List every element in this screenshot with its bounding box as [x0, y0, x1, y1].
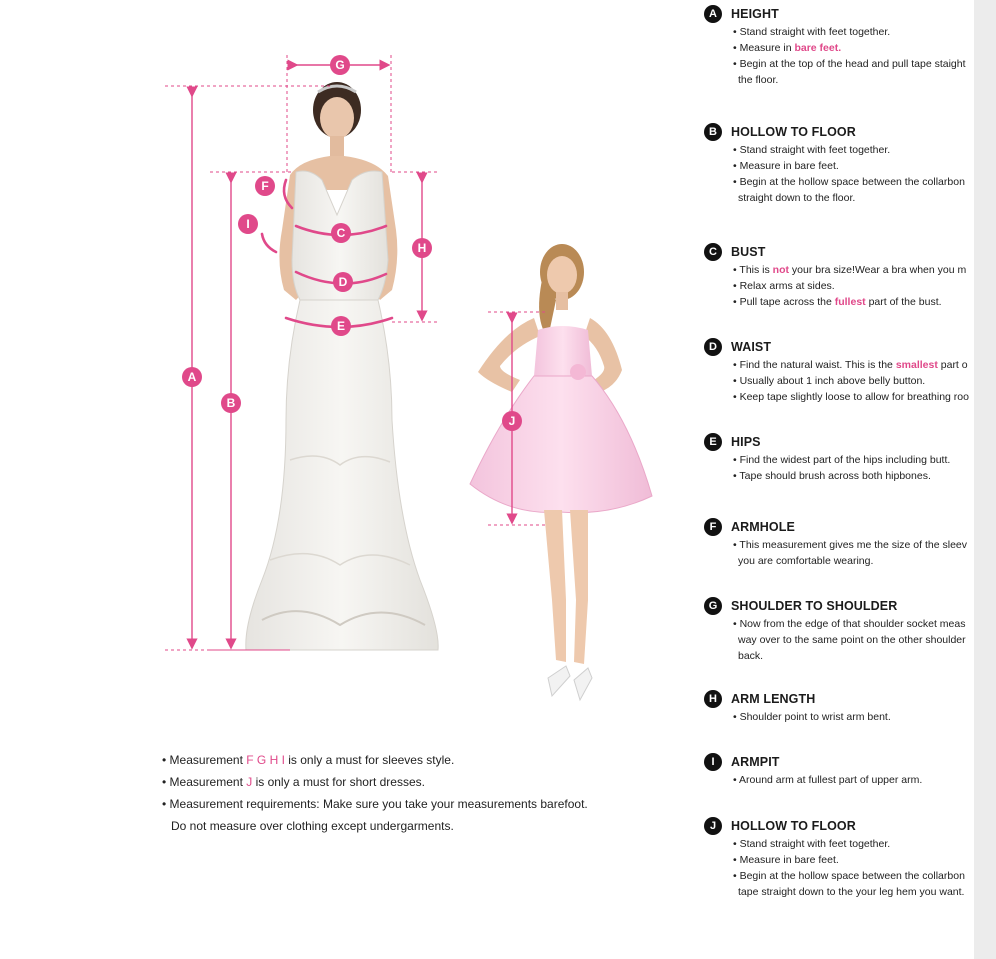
guide-text: you are comfortable wearing. [738, 555, 874, 567]
guide-item-lines [733, 616, 974, 664]
guide-item-lines [733, 709, 974, 725]
guide-line: • Shoulder point to wrist arm bent. [733, 711, 891, 723]
letter-badge: F [704, 518, 722, 536]
letter-badge: B [704, 123, 722, 141]
marker-h [412, 238, 432, 258]
highlighted-text: fullest [834, 296, 866, 308]
guide-text: This measurement gives me the size of the sleev [739, 539, 968, 551]
guide-text: Find the natural waist. This is the [739, 359, 896, 371]
guide-item-header [704, 4, 974, 24]
guide-item-title: HIPS [731, 435, 761, 449]
guide-item-header [704, 517, 974, 537]
marker-f [255, 176, 275, 196]
guide-text: Usually about 1 inch above belly button. [739, 375, 926, 387]
highlighted-text: not [772, 264, 789, 276]
marker-d [333, 272, 353, 292]
svg-text:J: J [508, 414, 516, 428]
guide-text: part o [937, 359, 968, 371]
guide-text: the floor. [738, 74, 779, 86]
letter-badge: C [704, 243, 722, 261]
guide-item-b [704, 122, 974, 206]
guide-line: • Measure in bare feet. [733, 42, 842, 54]
guide-line: • Tape should brush across both hipbones. [733, 470, 931, 482]
guide-item-i [704, 752, 974, 788]
guide-line: • Relax arms at sides. [733, 280, 835, 292]
guide-line: • Stand straight with feet together. [733, 26, 891, 38]
guide-text: Around arm at fullest part of upper arm. [739, 774, 923, 786]
guide-text: This is [739, 264, 773, 276]
marker-e [331, 316, 351, 336]
measurement-notes [162, 749, 642, 837]
short-dress-figure [470, 244, 652, 700]
letter-badge: I [704, 753, 722, 771]
guide-text: Stand straight with feet together. [739, 26, 891, 38]
guide-text: Find the widest part of the hips including butt. [739, 454, 951, 466]
guide-text: straight down to the floor. [738, 192, 856, 204]
guide-item-header [704, 596, 974, 616]
guide-text: Begin at the hollow space between the collarbon [739, 870, 965, 882]
guide-text: Pull tape across the [739, 296, 835, 308]
guide-item-lines [733, 24, 974, 88]
guide-item-h [704, 689, 974, 725]
guide-item-j [704, 816, 974, 900]
guide-item-header [704, 242, 974, 262]
guide-line [733, 632, 974, 648]
guide-item-lines [733, 836, 974, 900]
svg-text:F: F [261, 179, 269, 193]
guide-item-title: HEIGHT [731, 7, 779, 21]
guide-item-a [704, 4, 974, 88]
guide-line [733, 72, 974, 88]
guide-item-lines [733, 142, 974, 206]
guide-item-header [704, 752, 974, 772]
guide-text: Measure in bare feet. [739, 854, 839, 866]
note-short-dress: • Measurement J is only a must for short dresses. [162, 775, 425, 789]
guide-item-header [704, 816, 974, 836]
guide-line: • Pull tape across the fullest part of the bust. [733, 296, 942, 308]
guide-text: your bra size!Wear a bra when you m [789, 264, 967, 276]
guide-item-f [704, 517, 974, 569]
guide-line [733, 648, 974, 664]
highlighted-text: bare feet. [794, 42, 842, 54]
guide-text: part of the bust. [865, 296, 942, 308]
guide-line: • Keep tape slightly loose to allow for breathing roo [733, 391, 969, 403]
guide-line: • Measure in bare feet. [733, 160, 839, 172]
guide-item-header [704, 432, 974, 452]
letter-badge: D [704, 338, 722, 356]
guide-line: • Begin at the hollow space between the collarbon [733, 870, 965, 882]
marker-i [238, 214, 258, 234]
guide-line: • This measurement gives me the size of the sleev [733, 539, 968, 551]
note-requirements: • Measurement requirements: Make sure you take your measurements barefoot. [162, 797, 588, 811]
guide-line [733, 553, 974, 569]
guide-line: • Find the natural waist. This is the smallest part o [733, 359, 968, 371]
guide-item-title: HOLLOW TO FLOOR [731, 819, 856, 833]
guide-item-title: HOLLOW TO FLOOR [731, 125, 856, 139]
guide-line: • Begin at the top of the head and pull tape staight [733, 58, 966, 70]
guide-line: • This is not your bra size!Wear a bra when you m [733, 264, 967, 276]
guide-line: • Usually about 1 inch above belly button. [733, 375, 926, 387]
guide-line: • Begin at the hollow space between the collarbon [733, 176, 965, 188]
guide-item-header [704, 689, 974, 709]
guide-text: way over to the same point on the other shoulder [738, 634, 966, 646]
guide-text: Tape should brush across both hipbones. [739, 470, 931, 482]
guide-line: • Find the widest part of the hips including butt. [733, 454, 951, 466]
guide-item-g [704, 596, 974, 664]
guide-item-lines [733, 452, 974, 484]
marker-c [331, 223, 351, 243]
guide-item-title: ARM LENGTH [731, 692, 816, 706]
marker-g [330, 55, 350, 75]
guide-line [733, 884, 974, 900]
letter-badge: A [704, 5, 722, 23]
guide-item-title: BUST [731, 245, 766, 259]
guide-item-title: ARMHOLE [731, 520, 795, 534]
guide-item-header [704, 122, 974, 142]
svg-text:H: H [417, 241, 427, 255]
guide-text: tape straight down to the your leg hem you want. [738, 886, 965, 898]
guide-text: Measure in bare feet. [739, 160, 839, 172]
letter-badge: J [704, 817, 722, 835]
letter-badge: H [704, 690, 722, 708]
guide-line: • Stand straight with feet together. [733, 838, 891, 850]
guide-item-title: SHOULDER TO SHOULDER [731, 599, 898, 613]
guide-item-lines [733, 772, 974, 788]
letter-badge: E [704, 433, 722, 451]
marker-b [221, 393, 241, 413]
bride-figure [246, 82, 438, 650]
svg-text:D: D [338, 275, 348, 289]
guide-text: back. [738, 650, 764, 662]
guide-text: Keep tape slightly loose to allow for breathing roo [739, 391, 969, 403]
note-undergarments: Do not measure over clothing except undergarments. [171, 819, 454, 833]
guide-text: Relax arms at sides. [739, 280, 835, 292]
guide-text: Begin at the hollow space between the collarbon [739, 176, 965, 188]
guide-item-lines [733, 357, 974, 405]
marker-j [502, 411, 522, 431]
highlighted-text: smallest [895, 359, 938, 371]
guide-item-d [704, 337, 974, 405]
measurement-guide-list [704, 0, 974, 959]
svg-text:A: A [187, 370, 197, 384]
guide-text: Begin at the top of the head and pull tape staight [739, 58, 966, 70]
guide-text: Now from the edge of that shoulder socket meas [739, 618, 966, 630]
note-sleeves: • Measurement F G H I is only a must for sleeves style. [162, 753, 455, 767]
guide-item-lines [733, 537, 974, 569]
guide-line [733, 190, 974, 206]
guide-item-c [704, 242, 974, 310]
guide-line: • Stand straight with feet together. [733, 144, 891, 156]
guide-text: Shoulder point to wrist arm bent. [739, 711, 891, 723]
guide-item-e [704, 432, 974, 484]
guide-text: Measure in [739, 42, 795, 54]
letter-badge: G [704, 597, 722, 615]
guide-text: Stand straight with feet together. [739, 144, 891, 156]
guide-item-lines [733, 262, 974, 310]
svg-text:I: I [246, 217, 250, 231]
guide-line: • Measure in bare feet. [733, 854, 839, 866]
svg-text:B: B [226, 396, 236, 410]
guide-item-title: ARMPIT [731, 755, 780, 769]
guide-item-title: WAIST [731, 340, 772, 354]
guide-line: • Now from the edge of that shoulder socket meas [733, 618, 966, 630]
guide-item-header [704, 337, 974, 357]
marker-a [182, 367, 202, 387]
svg-text:G: G [335, 58, 345, 72]
guide-text: Stand straight with feet together. [739, 838, 891, 850]
svg-text:E: E [336, 319, 346, 333]
page-edge [974, 0, 996, 959]
guide-line: • Around arm at fullest part of upper arm. [733, 774, 923, 786]
svg-text:C: C [336, 226, 346, 240]
